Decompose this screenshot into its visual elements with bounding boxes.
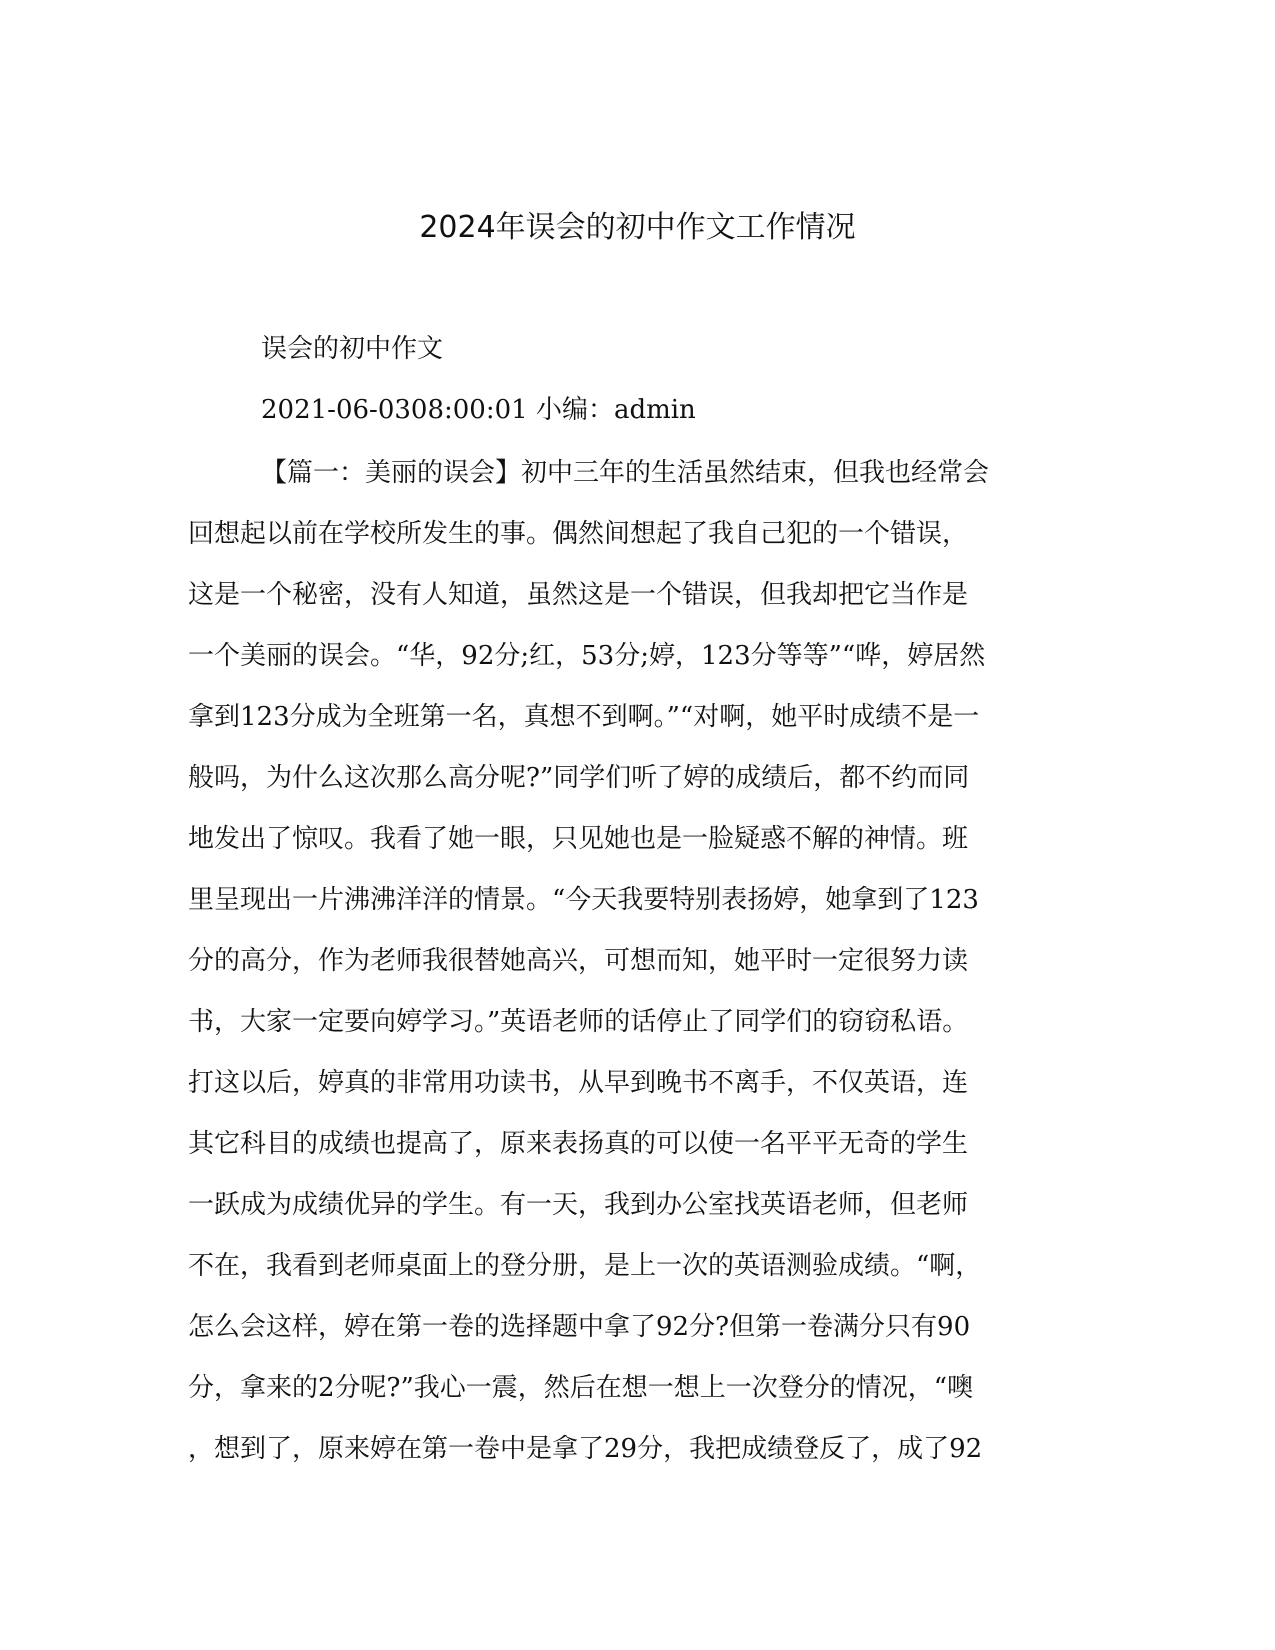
body-line: ，想到了，原来婷在第一卷中是拿了29分，我把成绩登反了，成了92	[188, 1434, 983, 1464]
body-line: 【篇一：美丽的误会】初中三年的生活虽然结束，但我也经常会	[261, 458, 990, 488]
body-line: 分，拿来的2分呢?”我心一震，然后在想一想上一次登分的情况，“噢	[188, 1373, 974, 1403]
body-line: 怎么会这样，婷在第一卷的选择题中拿了92分?但第一卷满分只有90	[188, 1312, 971, 1342]
body-line: 地发出了惊叹。我看了她一眼，只见她也是一脸疑惑不解的神情。班	[188, 824, 969, 854]
body-line: 分的高分，作为老师我很替她高兴，可想而知，她平时一定很努力读	[188, 946, 969, 976]
body-line: 回想起以前在学校所发生的事。偶然间想起了我自己犯的一个错误，	[188, 519, 969, 549]
body-line: 打这以后，婷真的非常用功读书，从早到晚书不离手，不仅英语，连	[188, 1068, 969, 1098]
body-line: 书，大家一定要向婷学习。”英语老师的话停止了同学们的窃窃私语。	[188, 1007, 969, 1037]
body-line: 一跃成为成绩优异的学生。有一天，我到办公室找英语老师，但老师	[188, 1190, 969, 1220]
body-line: 其它科目的成绩也提高了，原来表扬真的可以使一名平平无奇的学生	[188, 1129, 969, 1159]
body-line: 一个美丽的误会。“华，92分;红，53分;婷，123分等等”“哗，婷居然	[188, 641, 986, 671]
document-title: 2024年误会的初中作文工作情况	[419, 210, 856, 245]
essay-subtitle: 误会的初中作文	[261, 334, 444, 364]
body-line: 不在，我看到老师桌面上的登分册，是上一次的英语测验成绩。“啊，	[188, 1251, 982, 1281]
body-line: 这是一个秘密，没有人知道，虽然这是一个错误，但我却把它当作是	[188, 580, 969, 610]
body-line: 拿到123分成为全班第一名，真想不到啊。”“对啊，她平时成绩不是一	[188, 702, 980, 732]
essay-body	[188, 443, 1088, 1480]
date-author-line: 2021-06-0308:00:01 小编：admin	[261, 395, 696, 425]
body-line: 般吗，为什么这次那么高分呢?”同学们听了婷的成绩后，都不约而同	[188, 763, 970, 793]
body-line: 里呈现出一片沸沸洋洋的情景。“今天我要特别表扬婷，她拿到了123	[188, 885, 979, 915]
